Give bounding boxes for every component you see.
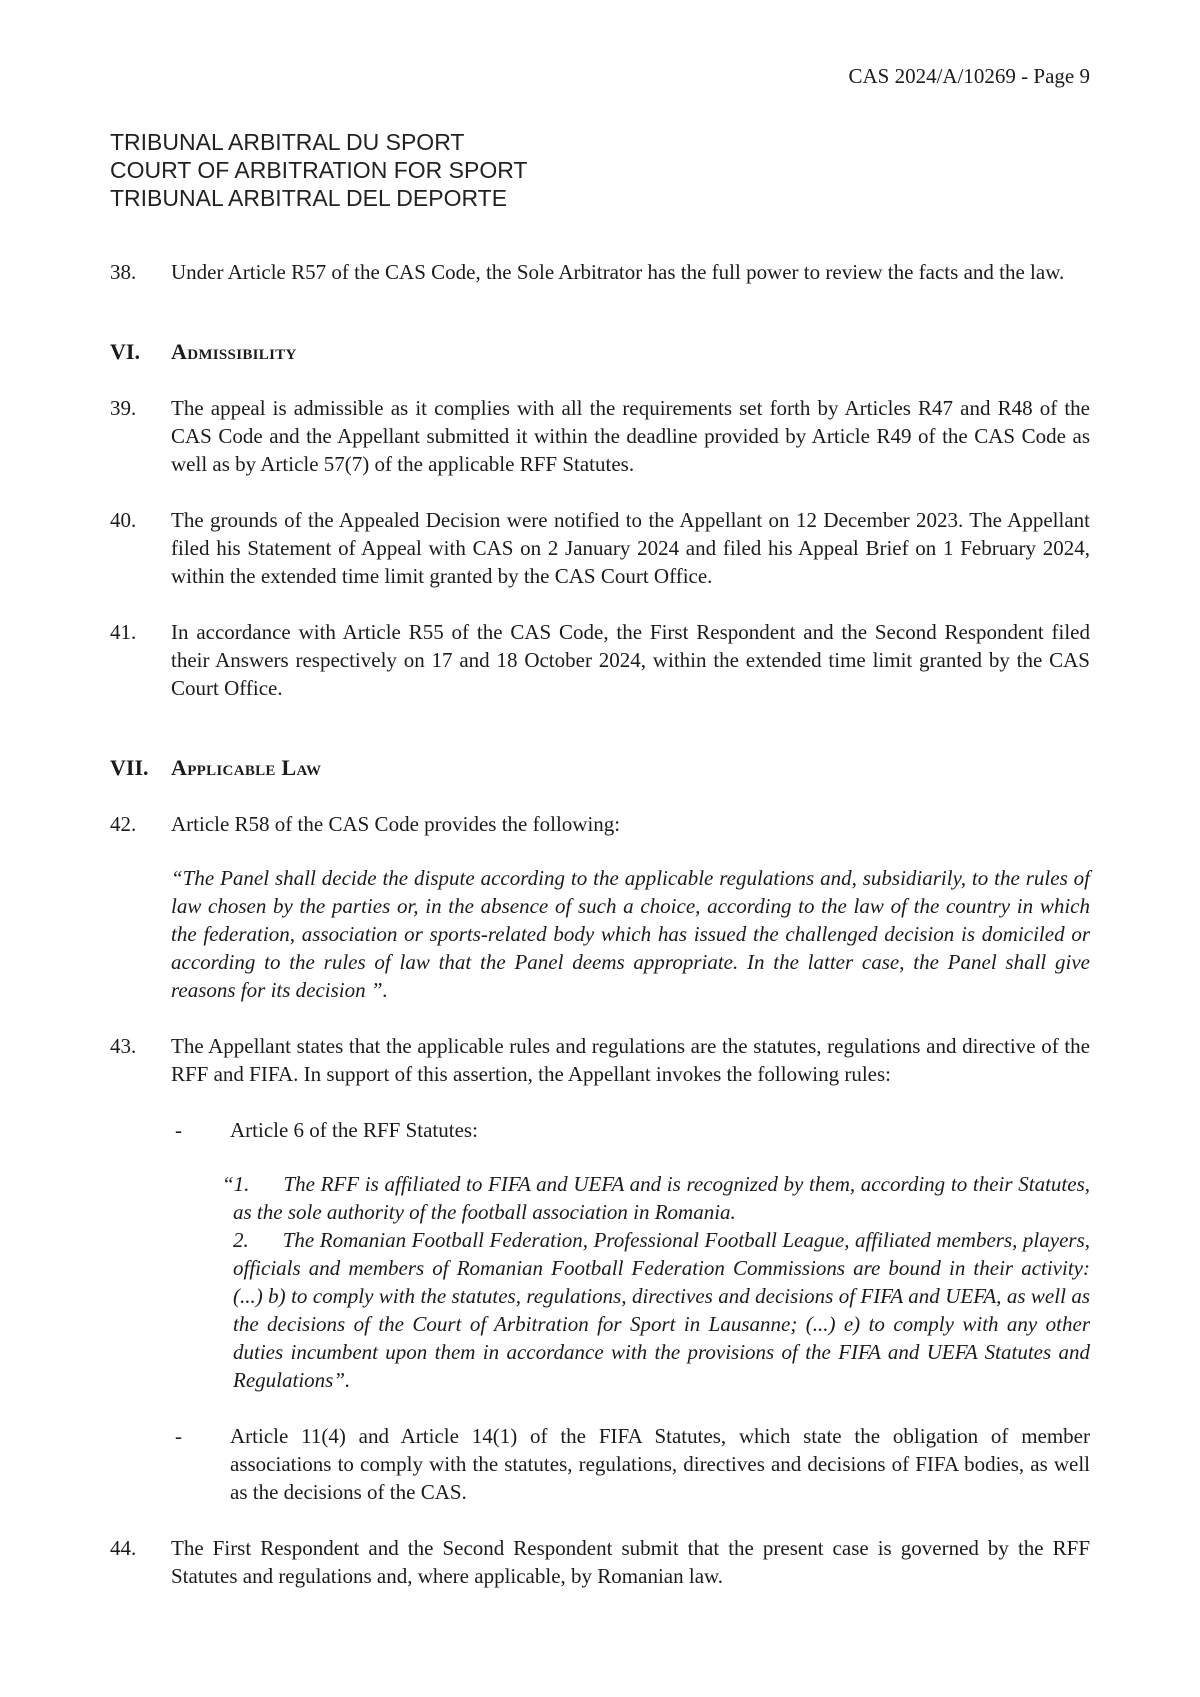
- paragraph-number: 42.: [110, 812, 137, 836]
- section-title: Admissibility: [171, 339, 297, 364]
- paragraph-text: The appeal is admissible as it complies with all the requirements set forth by Articles R47 and R48 of the CAS Code and the Appellant submitted it within the deadline provided by Article R49 of the CAS Code as well as by Article 57(7) of the applicable RFF Statutes.: [171, 396, 1090, 476]
- letterhead-line-es: TRIBUNAL ARBITRAL DEL DEPORTE: [110, 185, 508, 211]
- paragraph-43: [110, 1032, 1090, 1088]
- letterhead-line-fr: TRIBUNAL ARBITRAL DU SPORT: [110, 129, 465, 155]
- section-number: VI.: [110, 339, 140, 364]
- bullet-text: Article 11(4) and Article 14(1) of the FIFA Statutes, which state the obligation of member associations to comply with the statutes, regulations, directives and decisions of FIFA bodies, as well as the decisions of the CAS.: [230, 1424, 1090, 1504]
- paragraph-text: Article R58 of the CAS Code provides the following:: [171, 812, 621, 836]
- page-header: [110, 0, 1090, 90]
- paragraph-38: [110, 258, 1090, 286]
- quote-item-text: The RFF is affiliated to FIFA and UEFA and is recognized by them, according to their Statutes, as the sole authority of the football association in Romania.: [233, 1172, 1090, 1224]
- paragraph-number: 44.: [110, 1536, 137, 1560]
- quote-item-1: [222, 1170, 1090, 1226]
- section-number: VII.: [110, 755, 149, 780]
- case-page-reference: CAS 2024/A/10269 - Page 9: [848, 64, 1090, 88]
- quote-item-2: [233, 1226, 1090, 1394]
- letterhead: [110, 128, 1090, 212]
- paragraph-number: 38.: [110, 260, 137, 284]
- paragraph-41: [110, 618, 1090, 702]
- paragraph-number: 40.: [110, 508, 137, 532]
- section-heading-applicable-law: [110, 754, 1090, 782]
- bullet-fifa-statutes: [175, 1422, 1090, 1506]
- paragraph-text: Under Article R57 of the CAS Code, the Sole Arbitrator has the full power to review the facts and the law.: [171, 260, 1065, 284]
- bullet-text: Article 6 of the RFF Statutes:: [230, 1118, 478, 1142]
- paragraph-number: 39.: [110, 396, 137, 420]
- quote-item-marker: 2.: [233, 1228, 249, 1252]
- paragraph-number: 43.: [110, 1034, 137, 1058]
- paragraph-text: The First Respondent and the Second Respondent submit that the present case is governed by the RFF Statutes and regulations and, where applicable, by Romanian law.: [171, 1536, 1090, 1588]
- quote-item-text: The Romanian Football Federation, Professional Football League, affiliated members, players, officials and members of Romanian Football Federation Commissions are bound in their activity: (...) b) to comply with the statutes, regulations, directives and decisions of FIFA and UEFA, as well as the decisions of the Court of Arbitration for Sport in Lausanne; (...) e) to comply with any other duties incumbent upon them in accordance with the provisions of the FIFA and UEFA Statutes and Regulations”.: [233, 1228, 1090, 1392]
- quote-text: “The Panel shall decide the dispute according to the applicable regulations and, subsidiarily, to the rules of law chosen by the parties or, in the absence of such a choice, according to the law of the country in which the federation, association or sports-related body which has issued the challenged decision is domiciled or according to the rules of law that the Panel deems appropriate. In the latter case, the Panel shall give reasons for its decision ”.: [171, 866, 1090, 1002]
- paragraph-44: [110, 1534, 1090, 1590]
- paragraph-39: [110, 394, 1090, 478]
- paragraph-42: [110, 810, 1090, 838]
- section-heading-admissibility: [110, 338, 1090, 366]
- paragraph-text: The grounds of the Appealed Decision were notified to the Appellant on 12 December 2023. The Appellant filed his Statement of Appeal with CAS on 2 January 2024 and filed his Appeal Brief on 1 February 2024, within the extended time limit granted by the CAS Court Office.: [171, 508, 1090, 588]
- paragraph-text: The Appellant states that the applicable rules and regulations are the statutes, regulations and directive of the RFF and FIFA. In support of this assertion, the Appellant invokes the following rules:: [171, 1034, 1090, 1086]
- bullet-dash: -: [175, 1424, 182, 1448]
- quote-article-r58: [171, 864, 1090, 1004]
- paragraph-number: 41.: [110, 620, 137, 644]
- bullet-dash: -: [175, 1118, 182, 1142]
- nested-quote-rff-article-6: [222, 1170, 1090, 1394]
- paragraph-text: In accordance with Article R55 of the CAS Code, the First Respondent and the Second Respondent filed their Answers respectively on 17 and 18 October 2024, within the extended time limit granted by the CAS Court Office.: [171, 620, 1090, 700]
- letterhead-line-en: COURT OF ARBITRATION FOR SPORT: [110, 157, 528, 183]
- bullet-rff-statutes: [175, 1116, 1090, 1144]
- section-title: Applicable Law: [171, 755, 322, 780]
- paragraph-40: [110, 506, 1090, 590]
- quote-item-marker: “1.: [222, 1172, 250, 1196]
